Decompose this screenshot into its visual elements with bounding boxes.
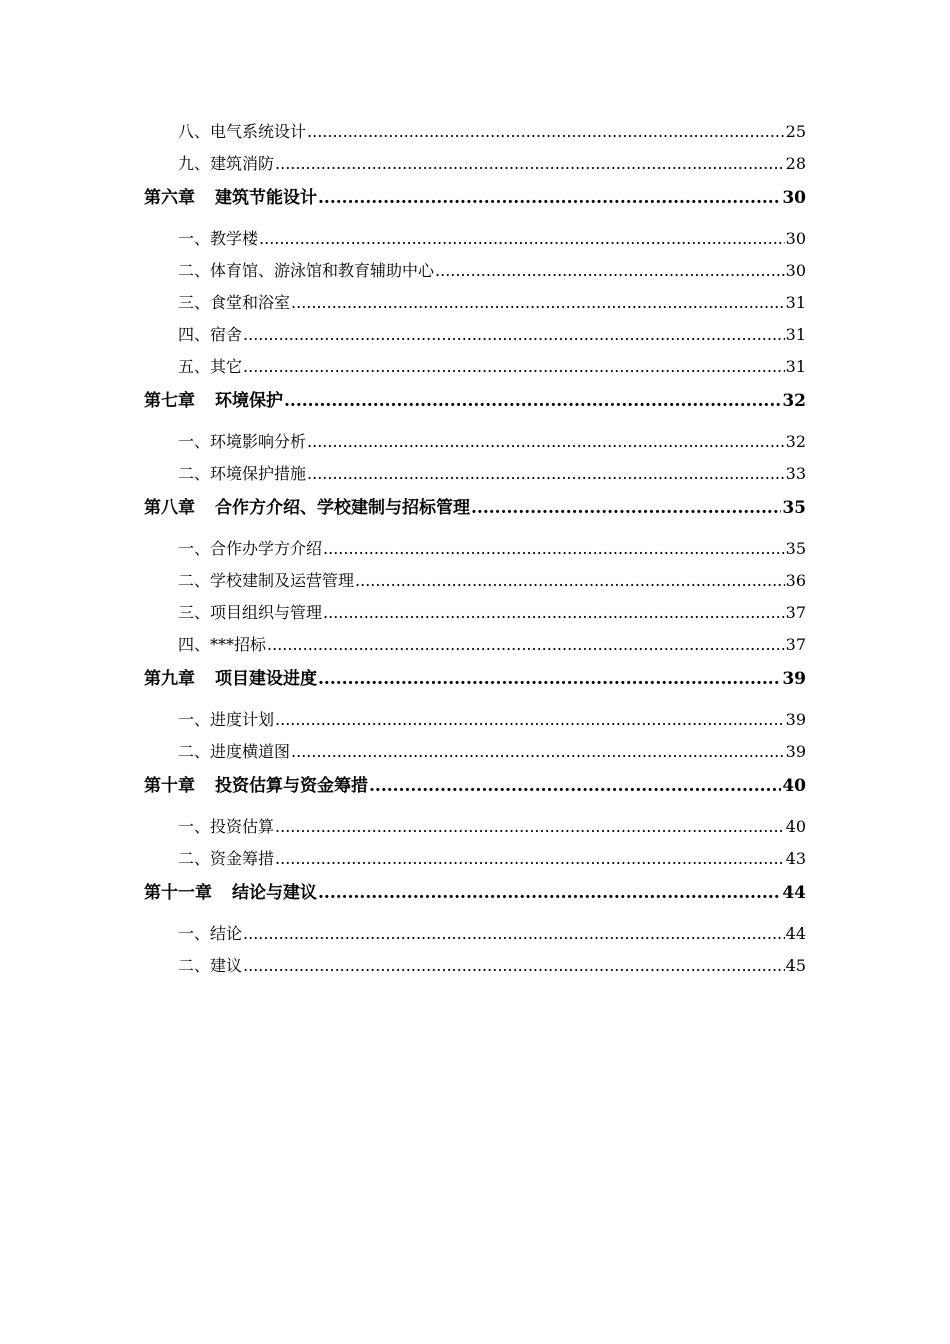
toc-section-entry[interactable] <box>144 708 806 732</box>
dot-leader <box>259 227 785 251</box>
dot-leader <box>275 152 785 176</box>
toc-chapter-number: 第九章 <box>144 669 195 689</box>
toc-page-number: 35 <box>782 498 806 518</box>
toc-page-number: 39 <box>785 742 806 761</box>
toc-entry-title: 一、进度计划 <box>178 710 275 729</box>
toc-entry-title <box>144 881 317 905</box>
toc-entry-title: 九、建筑消防 <box>178 154 275 173</box>
toc-page-number: 37 <box>785 603 806 622</box>
toc-entry-title: 二、建议 <box>178 956 243 975</box>
toc-entry-title: 一、结论 <box>178 924 243 943</box>
toc-chapter-title: 建筑节能设计 <box>215 188 317 208</box>
toc-chapter-entry[interactable] <box>144 186 806 210</box>
toc-chapter-entry[interactable] <box>144 774 806 798</box>
toc-page-number: 43 <box>785 849 806 868</box>
toc-section-entry[interactable] <box>144 569 806 593</box>
toc-entry-title: 二、进度横道图 <box>178 742 291 761</box>
toc-section-entry[interactable] <box>144 537 806 561</box>
dot-leader <box>291 740 785 764</box>
toc-section-entry[interactable] <box>144 291 806 315</box>
toc-chapter-entry[interactable] <box>144 389 806 413</box>
toc-entry-title: 四、宿舍 <box>178 325 243 344</box>
toc-entry-title: 二、资金筹措 <box>178 849 275 868</box>
toc-chapter-title: 投资估算与资金筹措 <box>215 776 368 796</box>
toc-section-entry[interactable] <box>144 815 806 839</box>
toc-page-number: 31 <box>785 293 806 312</box>
toc-entry-title: 八、电气系统设计 <box>178 122 307 141</box>
toc-section-entry[interactable] <box>144 954 806 978</box>
toc-entry-title: 二、学校建制及运营管理 <box>178 571 355 590</box>
toc-section-entry[interactable] <box>144 462 806 486</box>
dot-leader <box>307 120 785 144</box>
toc-section-entry[interactable] <box>144 323 806 347</box>
dot-leader <box>284 389 781 413</box>
toc-page-number: 40 <box>785 817 806 836</box>
toc-section-entry[interactable] <box>144 355 806 379</box>
toc-chapter-number: 第六章 <box>144 188 195 208</box>
toc-page-number: 31 <box>785 357 806 376</box>
dot-leader <box>275 815 785 839</box>
dot-leader <box>471 496 781 520</box>
dot-leader <box>318 186 781 210</box>
toc-page-number: 44 <box>782 883 806 903</box>
toc-page-number: 30 <box>785 229 806 248</box>
toc-entry-title <box>144 496 470 520</box>
toc-page-number: 25 <box>785 122 806 141</box>
toc-entry-title: 二、环境保护措施 <box>178 464 307 483</box>
toc-section-entry[interactable] <box>144 740 806 764</box>
table-of-contents <box>144 120 806 986</box>
toc-chapter-entry[interactable] <box>144 667 806 691</box>
toc-chapter-number: 第十一章 <box>144 883 212 903</box>
toc-entry-title: 三、食堂和浴室 <box>178 293 291 312</box>
toc-entry-title <box>144 667 317 691</box>
toc-page-number: 28 <box>785 154 806 173</box>
toc-chapter-number: 第十章 <box>144 776 195 796</box>
toc-chapter-number: 第七章 <box>144 391 195 411</box>
dot-leader <box>275 847 785 871</box>
toc-entry-title: 一、合作办学方介绍 <box>178 539 323 558</box>
dot-leader <box>267 633 785 657</box>
toc-entry-title: 二、体育馆、游泳馆和教育辅助中心 <box>178 261 435 280</box>
toc-entry-title: 四、***招标 <box>178 635 267 654</box>
toc-section-entry[interactable] <box>144 152 806 176</box>
toc-page-number: 45 <box>785 956 806 975</box>
toc-chapter-title: 合作方介绍、学校建制与招标管理 <box>215 498 470 518</box>
toc-section-entry[interactable] <box>144 633 806 657</box>
dot-leader <box>243 954 785 978</box>
toc-entry-title: 一、环境影响分析 <box>178 432 307 451</box>
toc-page-number: 37 <box>785 635 806 654</box>
dot-leader <box>275 708 785 732</box>
toc-page-number: 30 <box>785 261 806 280</box>
dot-leader <box>323 537 785 561</box>
dot-leader <box>243 355 785 379</box>
dot-leader <box>435 259 785 283</box>
toc-chapter-title: 环境保护 <box>215 391 283 411</box>
toc-page-number: 32 <box>782 391 806 411</box>
dot-leader <box>291 291 785 315</box>
dot-leader <box>243 323 785 347</box>
toc-section-entry[interactable] <box>144 847 806 871</box>
toc-section-entry[interactable] <box>144 601 806 625</box>
dot-leader <box>307 462 785 486</box>
toc-page-number: 30 <box>782 188 806 208</box>
toc-section-entry[interactable] <box>144 430 806 454</box>
toc-section-entry[interactable] <box>144 120 806 144</box>
toc-entry-title: 一、教学楼 <box>178 229 259 248</box>
dot-leader <box>318 667 781 691</box>
toc-chapter-title: 结论与建议 <box>232 883 317 903</box>
toc-entry-title: 五、其它 <box>178 357 243 376</box>
toc-entry-title: 一、投资估算 <box>178 817 275 836</box>
toc-entry-title <box>144 186 317 210</box>
toc-chapter-entry[interactable] <box>144 881 806 905</box>
toc-page-number: 33 <box>785 464 806 483</box>
toc-section-entry[interactable] <box>144 259 806 283</box>
toc-page-number: 35 <box>785 539 806 558</box>
toc-entry-title <box>144 389 283 413</box>
dot-leader <box>323 601 785 625</box>
toc-page-number: 40 <box>782 776 806 796</box>
toc-entry-title <box>144 774 368 798</box>
toc-chapter-number: 第八章 <box>144 498 195 518</box>
toc-section-entry[interactable] <box>144 922 806 946</box>
toc-page-number: 36 <box>785 571 806 590</box>
dot-leader <box>307 430 785 454</box>
toc-entry-title: 三、项目组织与管理 <box>178 603 323 622</box>
toc-page-number: 44 <box>785 924 806 943</box>
dot-leader <box>243 922 785 946</box>
toc-page-number: 39 <box>782 669 806 689</box>
toc-chapter-entry[interactable] <box>144 496 806 520</box>
dot-leader <box>318 881 781 905</box>
toc-page-number: 32 <box>785 432 806 451</box>
dot-leader <box>355 569 785 593</box>
dot-leader <box>369 774 781 798</box>
toc-chapter-title: 项目建设进度 <box>215 669 317 689</box>
toc-page-number: 39 <box>785 710 806 729</box>
toc-page-number: 31 <box>785 325 806 344</box>
toc-section-entry[interactable] <box>144 227 806 251</box>
